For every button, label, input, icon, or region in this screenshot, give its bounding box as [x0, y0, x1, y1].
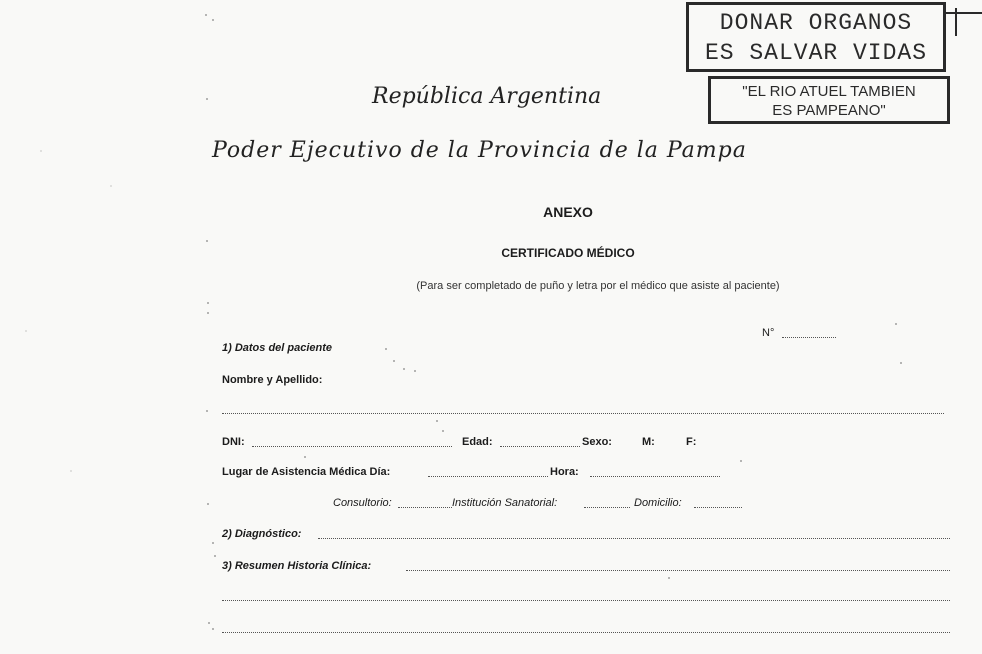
nombre-field[interactable]: [222, 413, 944, 414]
lugar-label: Lugar de Asistencia Médica Día:: [222, 466, 391, 478]
scan-speck: [385, 348, 387, 350]
scan-speck: [403, 368, 405, 370]
domicilio-field[interactable]: [694, 507, 742, 508]
institucion-label: Institución Sanatorial:: [452, 497, 558, 509]
institucion-field[interactable]: [584, 507, 630, 508]
letterhead-country: República Argentina: [372, 84, 602, 109]
stamp-line: DONAR ORGANOS: [719, 10, 913, 36]
nombre-label: Nombre y Apellido:: [222, 374, 323, 386]
letterhead-government: Poder Ejecutivo de la Provincia de la Pampa: [212, 138, 747, 163]
stamp-line: ES SALVAR VIDAS: [704, 40, 928, 66]
scan-speck: [25, 330, 27, 332]
scan-speck: [206, 240, 208, 242]
lugar-dia-field[interactable]: [428, 476, 548, 477]
organ-donation-stamp: [686, 2, 946, 72]
stamp-border-line: [955, 8, 957, 36]
certificate-number-field[interactable]: [782, 337, 836, 338]
sexo-f-option[interactable]: F:: [686, 436, 697, 448]
scan-speck: [208, 622, 210, 624]
scan-speck: [207, 312, 209, 314]
document-subtitle: CERTIFICADO MÉDICO: [501, 246, 635, 260]
consultorio-field[interactable]: [398, 507, 452, 508]
scan-speck: [436, 420, 438, 422]
scan-speck: [110, 185, 112, 187]
sexo-label: Sexo:: [582, 436, 612, 448]
clinical-history-field[interactable]: [406, 570, 950, 571]
dni-label: DNI:: [222, 436, 245, 448]
scan-speck: [207, 503, 209, 505]
scan-speck: [393, 360, 395, 362]
scan-speck: [206, 98, 208, 100]
domicilio-label: Domicilio:: [634, 497, 682, 509]
scan-speck: [212, 542, 214, 544]
stamp-line: ES PAMPEANO": [772, 102, 886, 119]
hora-field[interactable]: [590, 476, 720, 477]
section-diagnosis: 2) Diagnóstico:: [222, 528, 302, 540]
scan-speck: [668, 577, 670, 579]
edad-label: Edad:: [462, 436, 493, 448]
stamp-border-line: [946, 12, 982, 14]
clinical-history-line[interactable]: [222, 600, 950, 601]
document-title: ANEXO: [543, 204, 593, 220]
scan-speck: [414, 370, 416, 372]
scan-speck: [442, 430, 444, 432]
scan-speck: [70, 470, 72, 472]
scan-speck: [304, 456, 306, 458]
scan-speck: [207, 302, 209, 304]
section-patient-data: 1) Datos del paciente: [222, 342, 333, 354]
scan-speck: [214, 555, 216, 557]
section-clinical-history: 3) Resumen Historia Clínica:: [222, 560, 372, 572]
scan-speck: [895, 323, 897, 325]
scan-speck: [740, 460, 742, 462]
atuel-stamp: [708, 76, 950, 124]
dni-field[interactable]: [252, 446, 452, 447]
consultorio-label: Consultorio:: [333, 497, 392, 509]
completion-note: (Para ser completado de puño y letra por el médico que asiste al paciente): [416, 280, 780, 292]
hora-label: Hora:: [550, 466, 579, 478]
clinical-history-line[interactable]: [222, 632, 950, 633]
sexo-m-option[interactable]: M:: [642, 436, 655, 448]
edad-field[interactable]: [500, 446, 580, 447]
stamp-line: "EL RIO ATUEL TAMBIEN: [742, 83, 916, 100]
scan-speck: [212, 628, 214, 630]
scan-speck: [212, 19, 214, 21]
scan-speck: [40, 150, 42, 152]
scan-speck: [900, 362, 902, 364]
scan-speck: [206, 410, 208, 412]
scan-speck: [205, 14, 207, 16]
diagnosis-field[interactable]: [318, 538, 950, 539]
certificate-number-label: N°: [762, 327, 775, 339]
